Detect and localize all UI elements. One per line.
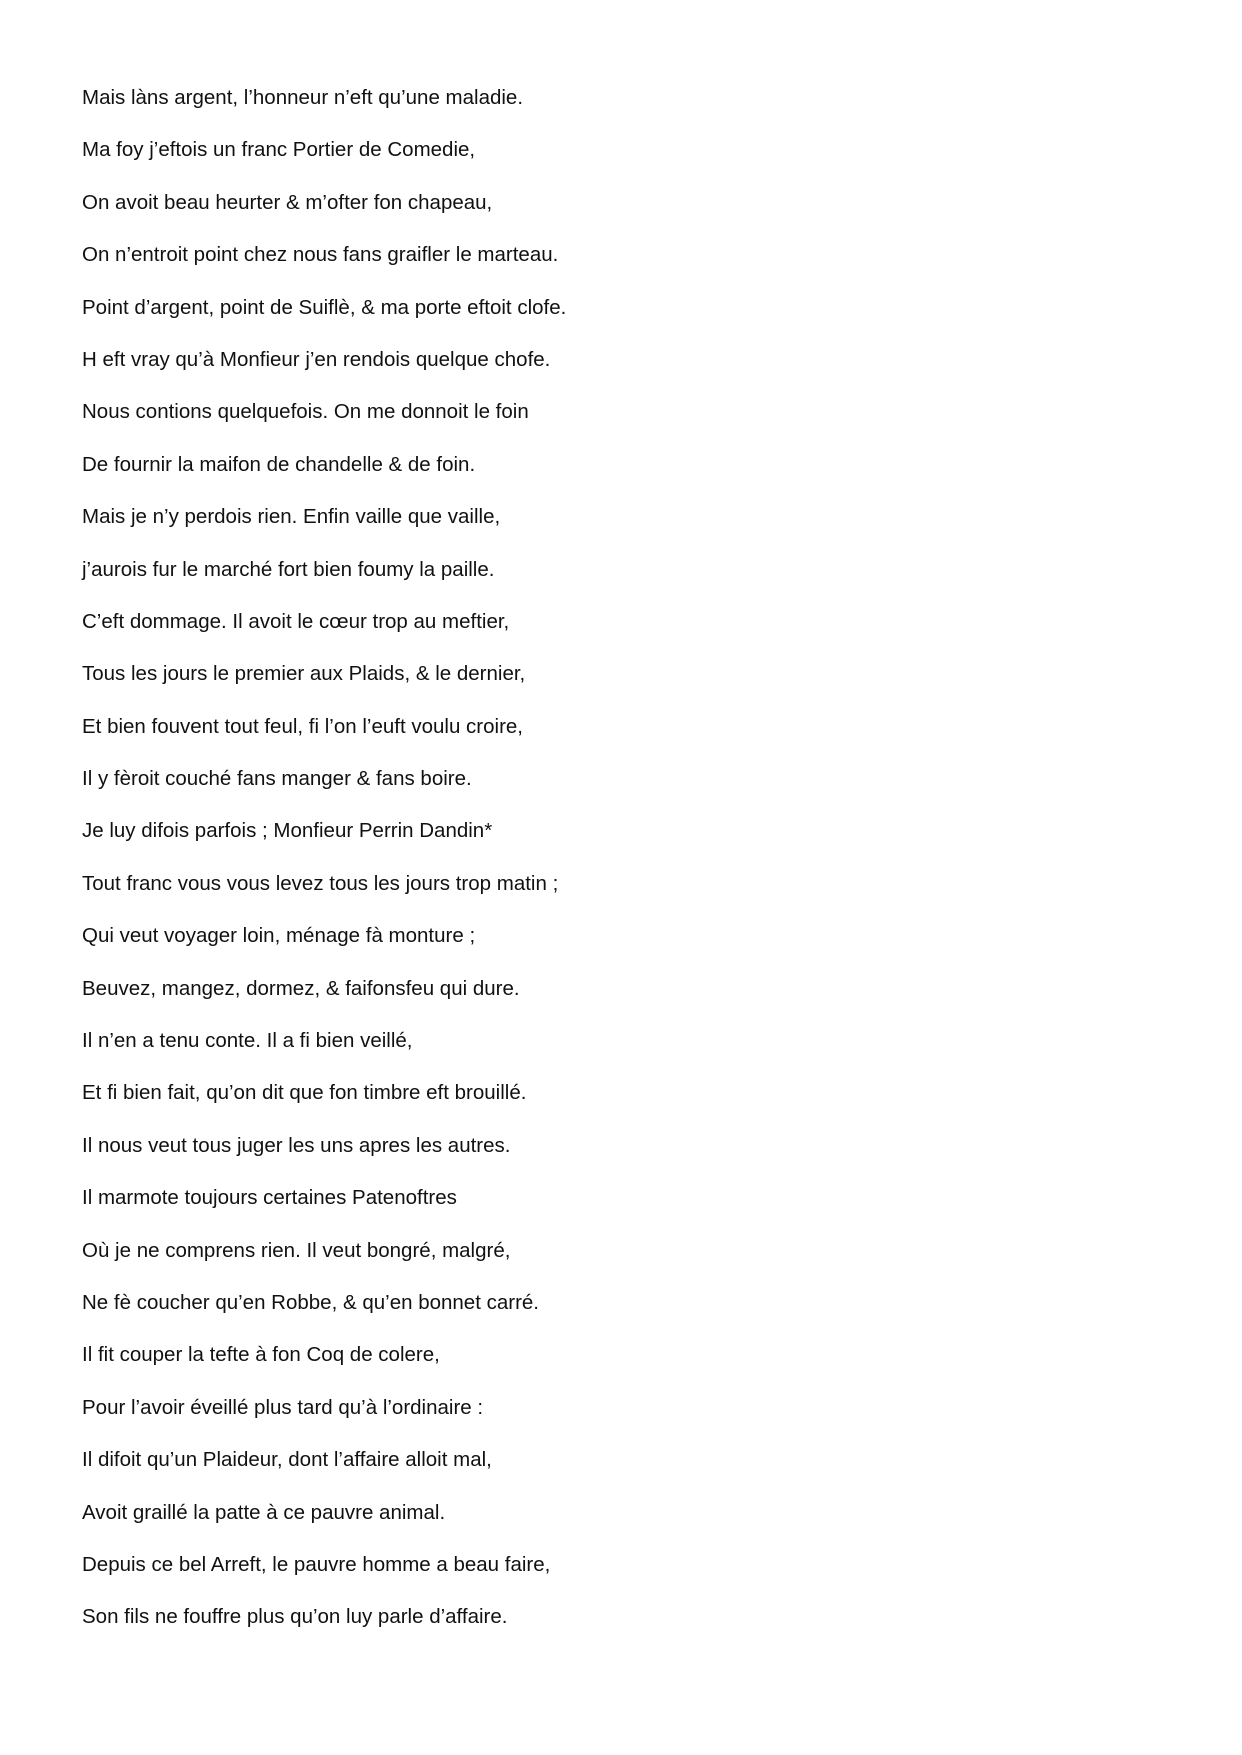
verse-line: Il n’en a tenu conte. Il a fi bien veillé, [82, 1029, 413, 1053]
verse-line: Et bien fouvent tout feul, fi l’on l’euft voulu croire, [82, 714, 524, 738]
verse-line: Mais je n’y perdois rien. Enfin vaille que vaille, [82, 505, 501, 529]
poem-text [82, 76, 566, 1648]
verse-line: Tous les jours le premier aux Plaids, & le dernier, [82, 662, 526, 686]
verse-line: Mais làns argent, l’honneur n’eft qu’une maladie. [82, 86, 524, 109]
verse-line: Beuvez, mangez, dormez, & faifonsfeu qui dure. [82, 976, 520, 1000]
verse-line: Et fi bien fait, qu’on dit que fon timbre eft brouillé. [82, 1081, 527, 1105]
verse-line: Tout franc vous vous levez tous les jours trop matin ; [82, 871, 559, 895]
verse-line: On avoit beau heurter & m’ofter fon chapeau, [82, 190, 493, 214]
verse-line: Ne fè coucher qu’en Robbe, & qu’en bonnet carré. [82, 1290, 539, 1314]
verse-line: Son fils ne fouffre plus qu’on luy parle d’affaire. [82, 1605, 508, 1629]
verse-line: Pour l’avoir éveillé plus tard qu’à l’ordinaire : [82, 1395, 484, 1419]
verse-line: Il marmote toujours certaines Patenoftres [82, 1186, 457, 1210]
verse-line: H eft vray qu’à Monfieur j’en rendois quelque chofe. [82, 347, 551, 371]
verse-line: C’eft dommage. Il avoit le cœur trop au meftier, [82, 609, 510, 633]
verse-line: Je luy difois parfois ; Monfieur Perrin Dandin* [82, 819, 493, 843]
verse-line: j’aurois fur le marché fort bien foumy la paille. [82, 557, 495, 581]
verse-line: Où je ne comprens rien. Il veut bongré, malgré, [82, 1238, 511, 1262]
verse-line: Nous contions quelquefois. On me donnoit le foin [82, 400, 529, 424]
verse-line: Il fit couper la tefte à fon Coq de colere, [82, 1343, 440, 1367]
verse-line: De fournir la maifon de chandelle & de foin. [82, 452, 476, 476]
verse-line: Qui veut voyager loin, ménage fà monture ; [82, 924, 476, 948]
verse-line: Point d’argent, point de Suiflè, & ma porte eftoit clofe. [82, 295, 567, 319]
verse-line: On n’entroit point chez nous fans graifler le marteau. [82, 243, 559, 267]
verse-line: Ma foy j’eftois un franc Portier de Comedie, [82, 138, 476, 162]
verse-line: Il y fèroit couché fans manger & fans boire. [82, 767, 472, 791]
verse-line: Il difoit qu’un Plaideur, dont l’affaire alloit mal, [82, 1448, 492, 1472]
verse-line: Il nous veut tous juger les uns apres les autres. [82, 1133, 511, 1157]
verse-line: Avoit graillé la patte à ce pauvre animal. [82, 1500, 446, 1524]
verse-line: Depuis ce bel Arreft, le pauvre homme a beau faire, [82, 1552, 551, 1576]
